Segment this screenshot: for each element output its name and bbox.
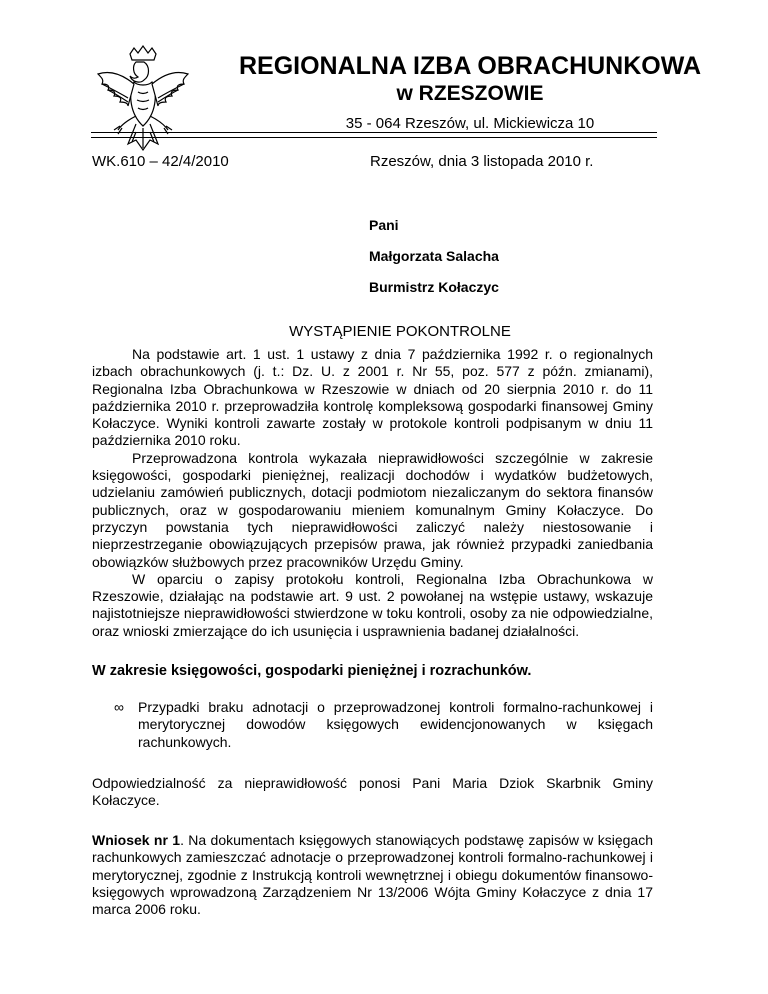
document-date: Rzeszów, dnia 3 listopada 2010 r. [370,153,594,170]
addressee-salutation: Pani [369,217,399,233]
paragraph-basis: W oparciu o zapisy protokołu kontroli, Regionalna Izba Obrachunkowa w Rzeszowie, działając na podstawie art. 9 ust. 2 powołanej na wstępie ustawy, wskazuje najistotniejsze nieprawidłowości stwierdzone w toku kontroli, osoby za nie odpowiedzialne, oraz wnioski zmierzające do ich usunięcia i usprawnienia badanej działalności. [92,570,653,639]
paragraph-findings: Przeprowadzona kontrola wykazała nieprawidłowości szczególnie w zakresie księgowości, gospodarki pieniężnej, realizacji dochodów i wydatków budżetowych, udzielaniu zamówień publicznych, dotacji podmiotom niezaliczanym do sektora finansów publicznych, oraz w gospodarowaniu mieniem komunalnym Gminy Kołaczyce. Do przyczyn powstania tych nieprawidłowości zaliczyć należy niestosowanie i nieprzestrzeganie obowiązujących przepisów prawa, jak również przypadki zaniedbania obowiązków służbowych przez pracowników Urzędu Gminy. [92,449,653,570]
body-text [92,346,653,640]
document-heading: WYSTĄPIENIE POKONTROLNE [289,323,511,340]
section-title: W zakresie księgowości, gospodarki pieniężnej i rozrachunków. [92,663,532,679]
paragraph-intro: Na podstawie art. 1 ust. 1 ustawy z dnia 7 października 1992 r. o regionalnych izbach obrachunkowych (j. t.: Dz. U. z 2001 r. Nr 55, poz. 577 z późn. zmianami), Regionalna Izba Obrachunkowa w Rzeszowie w dniach od 20 sierpnia 2010 r. do 11 października 2010 r. przeprowadziła kontrolę kompleksową gospodarki finansowej Gminy Kołaczyce. Wyniki kontroli zawarte zostały w protokole kontroli podpisanym w dniu 11 października 2010 roku. [92,346,653,449]
institution-title: REGIONALNA IZBA OBRACHUNKOWA [238,52,701,80]
recommendation-label: Wniosek nr 1 [92,832,181,848]
polish-eagle-emblem-icon [88,44,198,162]
header-divider-bottom [91,137,657,138]
responsibility-note: Odpowiedzialność za nieprawidłowość ponosi Pani Maria Dziok Skarbnik Gminy Kołaczyce. [92,775,653,809]
recommendation [92,832,653,918]
header-divider-top [91,132,657,133]
addressee-name: Małgorzata Salacha [369,248,499,264]
recommendation-text: . Na dokumentach księgowych stanowiących podstawę zapisów w księgach rachunkowych zamieszczać adnotacje o przeprowadzonej kontroli formalno-rachunkowej i merytorycznej, zgodnie z Instrukcją kontroli wewnętrznej i obiegu dokumentów finansowo-księgowych wprowadzoną Zarządzeniem Nr 13/2006 Wójta Gminy Kołaczyce z dnia 17 marca 2006 roku. [92,832,653,918]
institution-city: w RZESZOWIE [396,82,544,105]
addressee-position: Burmistrz Kołaczyc [369,279,499,295]
institution-address: 35 - 064 Rzeszów, ul. Mickiewicza 10 [345,115,595,132]
reference-number: WK.610 – 42/4/2010 [92,153,229,170]
bullet-item: Przypadki braku adnotacji o przeprowadzonej kontroli formalno-rachunkowej i merytorycznej dowodów księgowych ewidencjonowanych w księgach rachunkowych. [138,699,653,750]
bullet-icon: ∞ [114,699,124,715]
